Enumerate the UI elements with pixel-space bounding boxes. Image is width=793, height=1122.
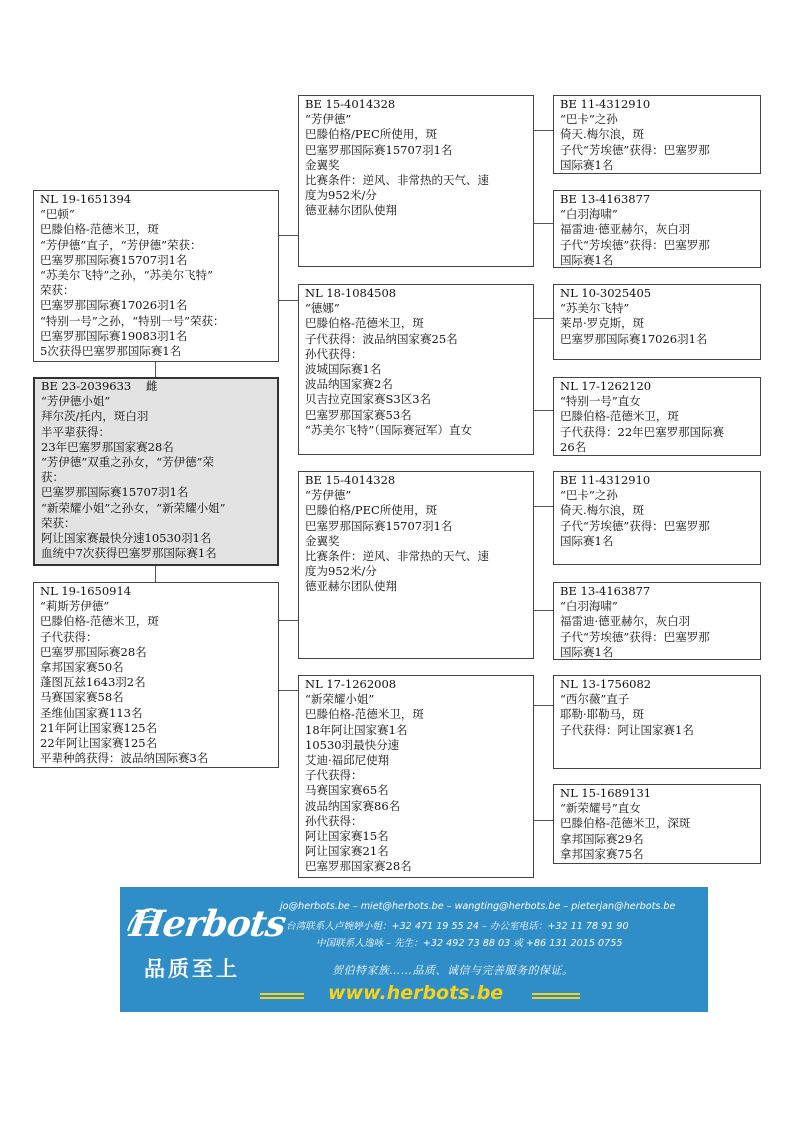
herbots-banner [120,887,708,1012]
pedigree-line: NL 19-1650914 [40,584,132,598]
connector-sire-dam [278,300,298,301]
pedigree-line: 孙代获得： [305,346,363,361]
pedigree-line: 金翼奖 [305,533,340,548]
connector-dam-dam [278,690,298,691]
pedigree-line: 波城国际赛1名 [305,362,382,377]
pedigree-line: 波品纳国家赛86名 [305,798,401,813]
pedigree-line: “西尔薇”直子 [560,692,630,707]
pedigree-line: 金翼奖 [305,157,340,172]
pedigree-line: 血统中7次获得巴塞罗那国际赛1名 [41,546,217,561]
pedigree-line: 巴滕伯格-范德米卫，斑 [560,409,679,424]
herbots-logo: Herbots [127,903,288,945]
ggp2-box [553,190,761,268]
website-link[interactable]: www.herbots.be [328,982,504,1004]
pedigree-line: 巴滕伯格-范德米卫，斑 [40,222,159,237]
pedigree-line: 度为952米/分 [305,188,377,203]
pedigree-line: 国际赛1名 [560,252,614,267]
pedigree-line: 国际赛1名 [560,157,614,172]
ggp4-box [553,377,761,456]
connector-ggp8 [533,820,553,821]
pedigree-line: NL 19-1651394 [40,192,132,206]
pedigree-line: “芳伊德” [305,488,352,503]
pedigree-line: 阿让国家赛15名 [305,829,389,844]
pedigree-line: “巴卡”之孙 [560,112,618,127]
pedigree-line: 子代“芳埃德”获得：巴塞罗那 [560,629,710,644]
pedigree-line: 获： [41,470,64,485]
tagline: 贺伯特家族……品质、诚信与完善服务的保证。 [332,964,574,977]
decor-line-right-2 [532,997,580,999]
pedigree-line: BE 13-4163877 [560,192,651,206]
connector-ggp5 [533,506,553,507]
pedigree-line: 福雷迪·德亚赫尔，灰白羽 [560,614,691,629]
pedigree-line: 子代“芳埃德”获得：巴塞罗那 [560,237,710,252]
pedigree-line: NL 15-1689131 [560,786,652,800]
pedigree-line: 蓬图瓦兹1643羽2名 [40,675,146,690]
pedigree-line: “新荣耀号”直女 [560,801,641,816]
pedigree-line: 比赛条件：逆风、非常热的天气、速 [305,173,489,188]
pedigree-line: NL 17-1262008 [305,677,397,691]
pedigree-line: 巴塞罗那国际赛17026羽1名 [560,331,708,346]
subject-box [33,377,279,566]
pedigree-line: “白羽海啸” [560,207,618,222]
pedigree-line: 子代获得： [40,629,98,644]
pedigree-line: 10530羽最快分速 [305,737,400,752]
pedigree-line: “苏美尔飞特”之孙，“苏美尔飞特” [40,268,214,283]
pedigree-line: 21年阿让国家赛125名 [40,720,158,735]
sire-dam-box [298,284,534,455]
pedigree-line: 福雷迪·德亚赫尔，灰白羽 [560,222,691,237]
sire-sire-box [298,95,534,267]
connector-dam [155,565,156,583]
pedigree-line: 荣获： [41,515,76,530]
pedigree-line: NL 13-1756082 [560,677,652,691]
contact-phone-taiwan: 台湾联系人卢婉婷小姐：+32 471 19 55 24 – 办公室电话：+32 11 78 91 90 [286,921,629,932]
connector-sire [155,362,156,378]
decor-line-left [260,993,304,995]
pedigree-line: 拿邦国际赛29名 [560,831,644,846]
pedigree-line: 马赛国家赛65名 [305,783,389,798]
pedigree-line: 巴滕伯格-范德米卫，斑 [305,316,424,331]
sire-box [33,190,279,362]
pedigree-line: BE 15-4014328 [305,97,396,111]
pedigree-line: 26名 [560,439,587,454]
pedigree-line: 巴塞罗那国际赛15707羽1名 [305,142,453,157]
connector-ggp6 [533,610,553,611]
pedigree-line: 拿邦国家赛50名 [40,660,124,675]
ggp1-box [553,95,761,174]
pedigree-line: 巴塞罗那国家赛53名 [305,407,412,422]
pedigree-line: NL 10-3025405 [560,286,652,300]
pedigree-line: 子代“芳埃德”获得：巴塞罗那 [560,518,710,533]
pedigree-line: “特别一号”直女 [560,394,641,409]
pedigree-line: “巴顿” [40,207,75,222]
pedigree-line: 贝吉拉克国家赛S3区3名 [305,392,432,407]
pedigree-line: 荣获： [40,283,75,298]
pedigree-line: 度为952米/分 [305,564,377,579]
pedigree-line: 巴塞罗那国际赛15707羽1名 [41,485,189,500]
pedigree-line: 子代“芳埃德”获得：巴塞罗那 [560,142,710,157]
pedigree-line: 拜尔茨/托内，斑白羽 [41,409,149,424]
pedigree-line: NL 18-1084508 [305,286,397,300]
pedigree-line: 子代获得： [305,768,363,783]
connector-ggp1 [533,130,553,131]
pedigree-line: 巴塞罗那国际赛15707羽1名 [40,252,188,267]
pedigree-line: 5次获得巴塞罗那国际赛1名 [40,344,182,359]
pedigree-line: 子代获得：阿让国家赛1名 [560,722,694,737]
pedigree-line: BE 11-4312910 [560,97,651,111]
connector-ggp2 [533,223,553,224]
dam-dam-box [298,675,534,878]
pedigree-line: 莱昂·罗克斯，斑 [560,316,645,331]
pedigree-line: 23年巴塞罗那国家赛28名 [41,439,174,454]
dam-sire-box [298,471,534,659]
pedigree-line: BE 15-4014328 [305,473,396,487]
pedigree-line: “白羽海啸” [560,599,618,614]
pedigree-line: 阿让国家赛21名 [305,844,389,859]
pedigree-line: “巴卡”之孙 [560,488,618,503]
pedigree-line: “芳伊德”双重之孙女，“芳伊德”荣 [41,455,215,470]
pedigree-line: 拿邦国家赛75名 [560,846,644,861]
pedigree-line: 马赛国家赛58名 [40,690,124,705]
pedigree-line: 巴塞罗那国际赛17026羽1名 [40,298,188,313]
pedigree-line: 倚天.梅尔浪，斑 [560,503,645,518]
pedigree-line: 倚天.梅尔浪，斑 [560,127,645,142]
pedigree-line: “新荣耀小姐”之孙女，“新荣耀小姐” [41,500,226,515]
pedigree-line: 巴滕伯格-范德米卫，斑 [305,707,424,722]
pedigree-line: 国际赛1名 [560,644,614,659]
pedigree-line: “新荣耀小姐” [305,692,375,707]
pedigree-line: BE 11-4312910 [560,473,651,487]
pedigree-line: “苏美尔飞特”（国际赛冠军）直女 [305,422,473,437]
contact-emails[interactable]: jo@herbots.be – miet@herbots.be – wangting@herbots.be – pieterjan@herbots.be [280,901,676,912]
pedigree-line: 巴滕伯格-范德米卫，深斑 [560,816,691,831]
decor-line-left-2 [260,997,304,999]
pedigree-line: 巴塞罗那国家赛28名 [305,859,412,874]
pedigree-line: 德亚赫尔团队使翔 [305,203,397,218]
ggp8-box [553,784,761,864]
pedigree-line: 子代获得：22年巴塞罗那国际赛 [560,424,725,439]
pedigree-line: 巴塞罗那国际赛28名 [40,644,147,659]
pedigree-line: 圣维仙国家赛113名 [40,705,143,720]
pedigree-line: “苏美尔飞特” [560,301,630,316]
pedigree-line: “莉斯芳伊德” [40,599,110,614]
slogan: 品质至上 [144,957,240,981]
pedigree-line: 孙代获得： [305,813,363,828]
ggp5-box [553,471,761,565]
pedigree-line: “芳伊德小姐” [41,394,111,409]
pedigree-line: “芳伊德”直子，“芳伊德”荣获： [40,237,202,252]
decor-line-right [532,993,580,995]
connector-sire-sire [278,235,298,236]
pedigree-line: “芳伊德” [305,112,352,127]
pedigree-line: 阿让国家赛最快分速10530羽1名 [41,531,212,546]
pedigree-line: 巴滕伯格/PEC所使用，斑 [305,127,438,142]
pedigree-line: 比赛条件：逆风、非常热的天气、速 [305,549,489,564]
pedigree-line: “德娜” [305,301,340,316]
pedigree-line: BE 13-4163877 [560,584,651,598]
ggp3-box [553,284,761,360]
pedigree-line: 巴滕伯格-范德米卫，斑 [40,614,159,629]
pedigree-line: 18年阿让国家赛1名 [305,722,408,737]
pedigree-line: 巴塞罗那国际赛15707羽1名 [305,518,453,533]
pedigree-line: “特别一号”之孙，“特别一号”荣获： [40,313,225,328]
pedigree-line: 巴滕伯格/PEC所使用，斑 [305,503,438,518]
connector-ggp4 [533,410,553,411]
ggp7-box [553,675,761,769]
pedigree-line: 子代获得：波品纳国家赛25名 [305,331,458,346]
pedigree-line: 半平辈获得： [41,424,110,439]
connector-ggp3 [533,318,553,319]
pedigree-line: 国际赛1名 [560,533,614,548]
pedigree-line: 耶勒·耶勒马，斑 [560,707,645,722]
pedigree-line: 德亚赫尔团队使翔 [305,579,397,594]
dam-box [33,582,279,768]
pedigree-line: 艾迪·福邱尼使翔 [305,753,390,768]
pedigree-line: 波品纳国家赛2名 [305,377,393,392]
pedigree-line: 平辈种鸽获得：波品纳国际赛3名 [40,751,209,766]
pedigree-line: 巴塞罗那国际赛19083羽1名 [40,328,188,343]
contact-phone-china: 中国联系人逸咏 – 先生：+32 492 73 88 03 或 +86 131 2015 0755 [316,938,623,949]
pedigree-line: BE 23-2039633 雌 [41,379,158,393]
ggp6-box [553,582,761,660]
connector-dam-sire [278,620,298,621]
pedigree-line: NL 17-1262120 [560,379,652,393]
connector-ggp7 [533,705,553,706]
pedigree-line: 22年阿让国家赛125名 [40,736,158,751]
